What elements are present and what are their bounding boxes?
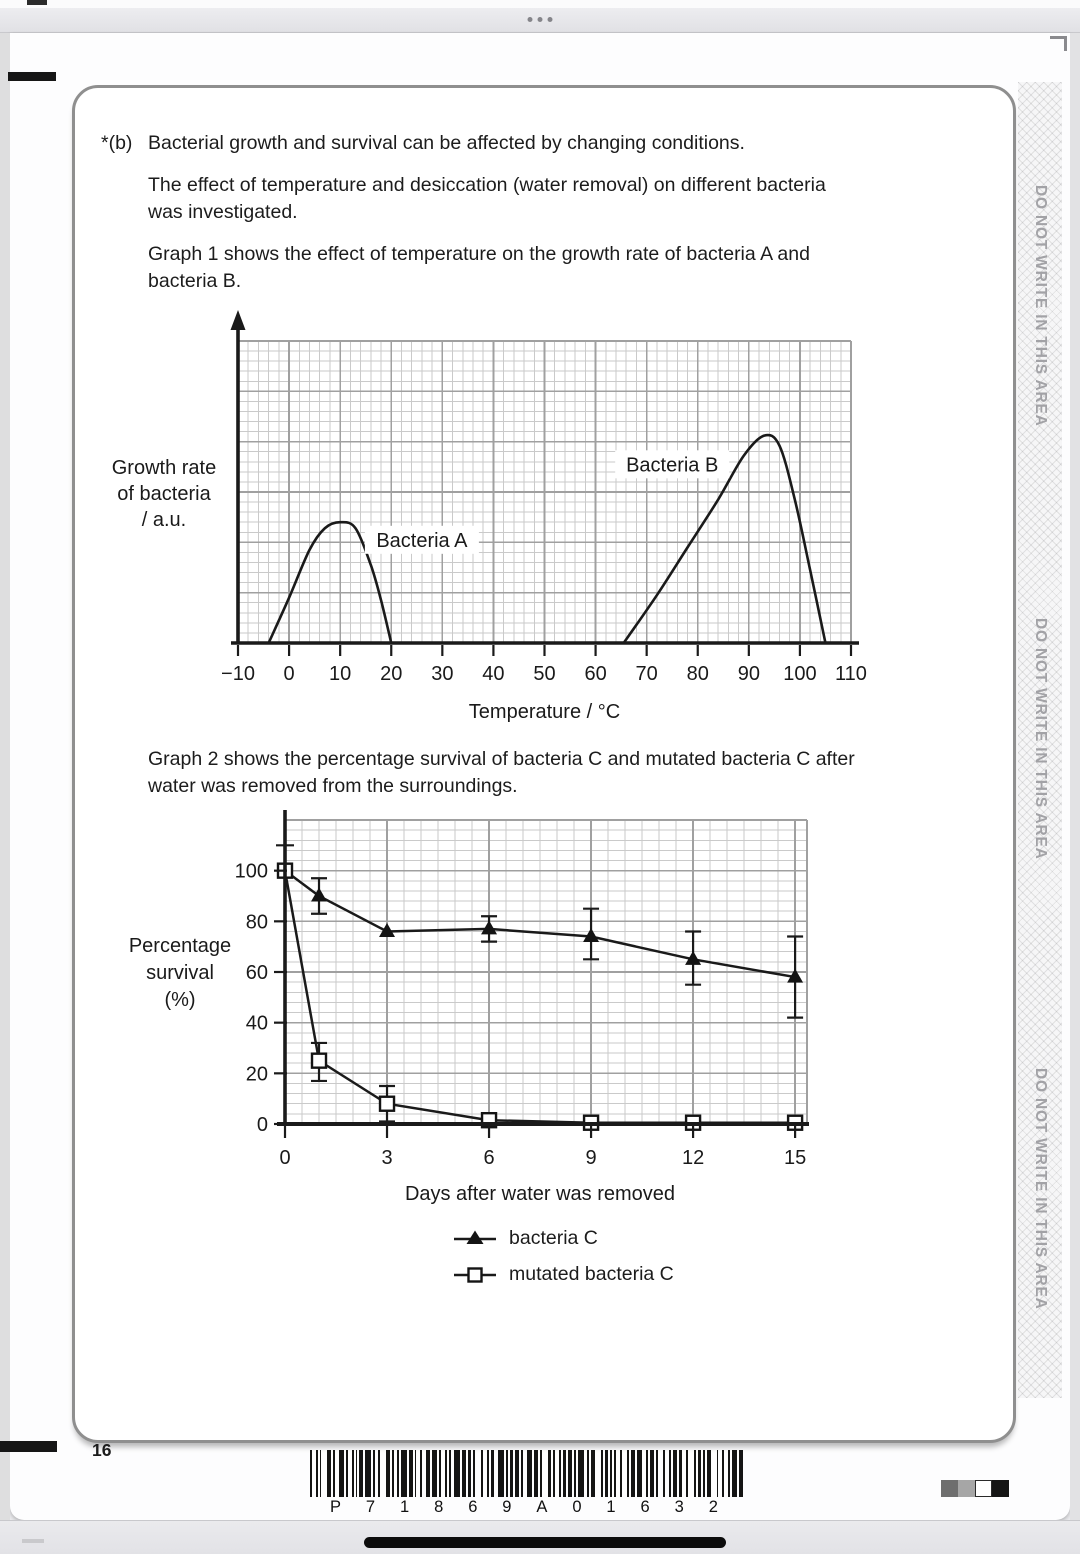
print-calibration-squares	[941, 1480, 1009, 1497]
svg-text:survival: survival	[146, 962, 214, 984]
question-paragraph-line: water was removed from the surroundings.	[148, 775, 518, 797]
svg-text:Percentage: Percentage	[128, 935, 232, 957]
svg-text:of bacteria: of bacteria	[117, 483, 211, 505]
svg-text:6: 6	[483, 1147, 495, 1169]
svg-text:Bacteria B: Bacteria B	[626, 454, 719, 477]
svg-text:100: 100	[783, 663, 817, 685]
svg-text:10: 10	[329, 663, 352, 685]
svg-text:110: 110	[835, 663, 867, 685]
legend-label: mutated bacteria C	[509, 1263, 674, 1285]
home-indicator[interactable]	[364, 1537, 726, 1548]
page-left-edge	[0, 33, 10, 1520]
legend-label: bacteria C	[509, 1227, 598, 1249]
corner-registration-mark	[27, 0, 47, 5]
svg-text:Bacteria A: Bacteria A	[376, 529, 468, 552]
svg-text:0: 0	[283, 663, 295, 685]
question-paragraph-line: bacteria B.	[148, 270, 242, 292]
registration-mark-bottom	[0, 1441, 57, 1452]
device-bottom-bar	[0, 1520, 1080, 1554]
barcode	[310, 1450, 748, 1497]
page-number: 16	[92, 1440, 112, 1460]
svg-text:0: 0	[279, 1147, 291, 1169]
do-not-write-label: DO NOT WRITE IN THIS AREA	[1032, 185, 1049, 427]
svg-text:−10: −10	[221, 663, 255, 685]
svg-text:60: 60	[584, 663, 607, 685]
graph-2-survival	[110, 795, 850, 1210]
question-intro: Bacterial growth and survival can be affected by changing conditions.	[148, 132, 745, 154]
svg-text:100: 100	[234, 860, 268, 883]
legend-item-bacteria-c	[452, 1227, 598, 1250]
svg-text:20: 20	[380, 663, 403, 685]
question-paragraph-line: Graph 1 shows the effect of temperature on the growth rate of bacteria A and	[148, 243, 810, 265]
svg-text:80: 80	[245, 911, 268, 934]
svg-text:80: 80	[686, 663, 709, 685]
graph-1-temperature-growth	[85, 300, 885, 730]
bottom-left-mark	[22, 1539, 44, 1543]
do-not-write-label: DO NOT WRITE IN THIS AREA	[1032, 618, 1049, 860]
svg-text:Temperature / °C: Temperature / °C	[468, 701, 621, 723]
corner-crop-mark	[1064, 36, 1067, 51]
svg-text:50: 50	[533, 663, 556, 685]
svg-text:40: 40	[245, 1012, 268, 1035]
svg-text:Days after water was removed: Days after water was removed	[404, 1183, 676, 1205]
registration-mark-top	[8, 72, 56, 81]
svg-text:3: 3	[381, 1147, 393, 1169]
svg-text:0: 0	[256, 1114, 268, 1136]
svg-text:/ a.u.: / a.u.	[141, 509, 187, 531]
question-paragraph-line: was investigated.	[148, 201, 298, 223]
svg-text:9: 9	[585, 1147, 597, 1169]
question-marker: *(b)	[101, 132, 133, 154]
barcode-text: P 7 1 8 6 9 A 0 1 6 3 2	[330, 1498, 718, 1516]
question-paragraph-line: Graph 2 shows the percentage survival of bacteria C and mutated bacteria C after	[148, 748, 855, 770]
svg-text:70: 70	[635, 663, 658, 685]
svg-text:15: 15	[783, 1147, 807, 1169]
svg-text:12: 12	[681, 1147, 705, 1169]
svg-text:Growth rate: Growth rate	[111, 457, 217, 479]
svg-text:40: 40	[482, 663, 505, 685]
svg-text:90: 90	[737, 663, 760, 685]
top-strip	[0, 0, 1080, 8]
do-not-write-label: DO NOT WRITE IN THIS AREA	[1032, 1068, 1049, 1310]
triangle-marker-icon	[452, 1228, 498, 1250]
pdf-viewer-top-bar	[0, 8, 1080, 33]
svg-text:60: 60	[245, 962, 268, 984]
page-right-edge	[1070, 33, 1080, 1520]
svg-text:(%): (%)	[164, 989, 196, 1011]
legend-item-mutated-bacteria-c	[452, 1263, 674, 1286]
svg-text:30: 30	[431, 663, 454, 685]
square-marker-icon	[452, 1264, 498, 1286]
menu-dots-button[interactable]	[528, 17, 553, 22]
question-paragraph-line: The effect of temperature and desiccation (water removal) on different bacteria	[148, 174, 826, 196]
svg-text:20: 20	[245, 1063, 268, 1086]
do-not-write-band	[1018, 82, 1062, 1398]
